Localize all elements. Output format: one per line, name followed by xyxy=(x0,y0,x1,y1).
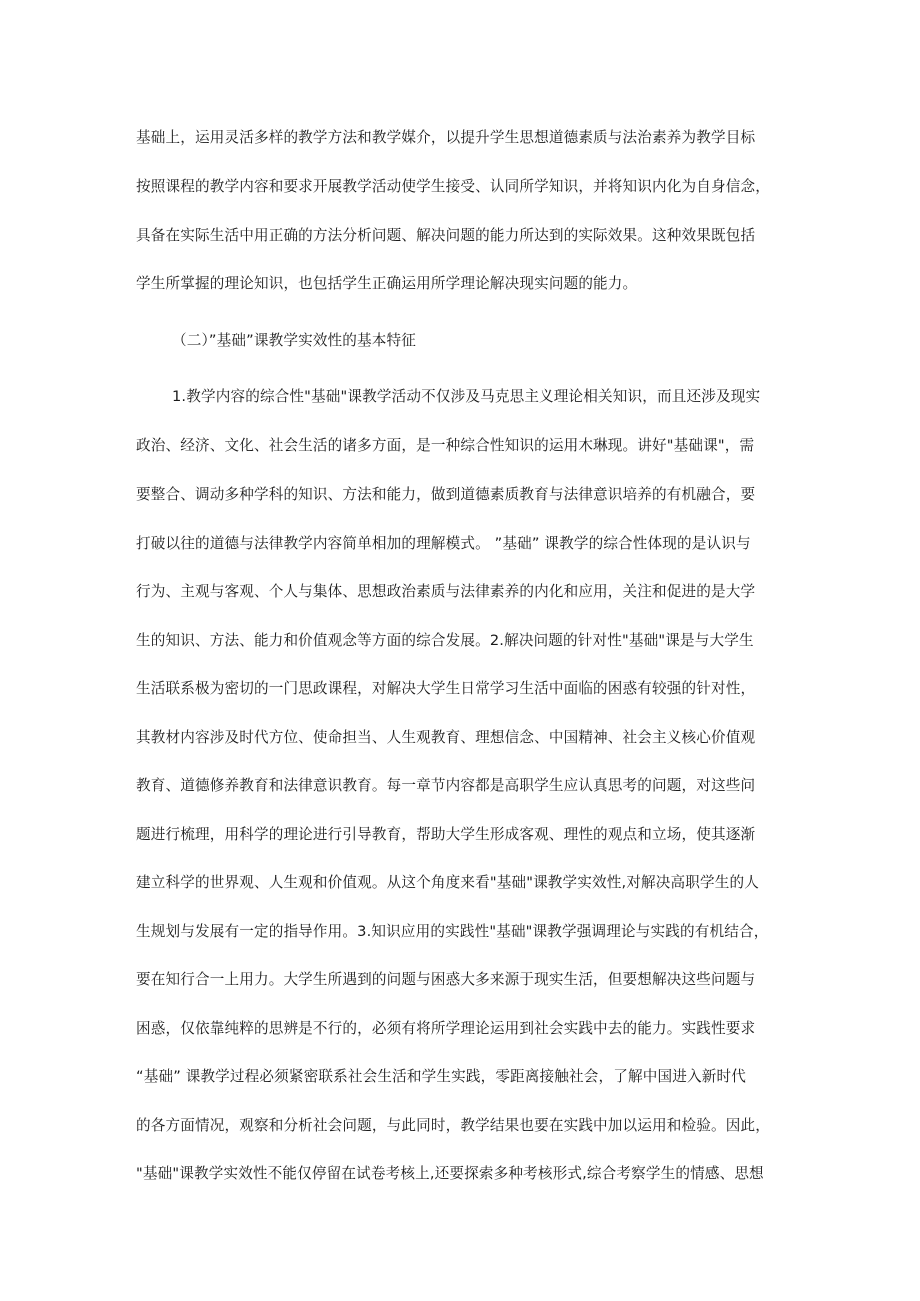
section-heading: （二）”基础”课教学实效性的基本特征 xyxy=(172,332,417,349)
text-line: 打破以往的道德与法律教学内容简单相加的理解模式。 ”基础” 课教学的综合性体现的是认识与 xyxy=(136,535,751,552)
text-line: 要整合、调动多种学科的知识、方法和能力，做到道德素质教育与法律意识培养的有机融合，要 xyxy=(136,486,756,503)
text-line: 政治、经济、文化、社会生活的诸多方面，是一种综合性知识的运用木琳现。讲好"基础课"，需 xyxy=(136,437,755,454)
text-line: 困惑，仅依靠纯粹的思辨是不行的，必须有将所学理论运用到社会实践中去的能力。实践性要求 xyxy=(136,1020,756,1037)
text-line: 要在知行合一上用力。大学生所遇到的问题与困惑大多来源于现实生活，但要想解决这些问题与 xyxy=(136,971,756,988)
text-line: 生的知识、方法、能力和价值观念等方面的综合发展。2.解决问题的针对性"基础"课是与大学生 xyxy=(136,632,754,649)
text-line: 基础上，运用灵活多样的教学方法和教学媒介，以提升学生思想道德素质与法治素养为教学目标 xyxy=(136,129,756,146)
text-line: 学生所掌握的理论知识，也包括学生正确运用所学理论解决现实问题的能力。 xyxy=(136,275,638,292)
text-line: 行为、主观与客观、个人与集体、思想政治素质与法律素养的内化和应用，关注和促进的是大学 xyxy=(136,583,756,600)
text-line: “基础” 课教学过程必须紧密联系社会生活和学生实践，零距离接触社会，了解中国进入新时代 xyxy=(136,1068,746,1085)
text-line: 1.教学内容的综合性"基础"课教学活动不仅涉及马克思主义理论相关知识，而且还涉及现实 xyxy=(172,388,761,405)
text-line: 题进行梳理，用科学的理论进行引导教育，帮助大学生形成客观、理性的观点和立场，使其逐渐 xyxy=(136,826,756,843)
text-line: 按照课程的教学内容和要求开展教学活动使学生接受、认同所学知识，并将知识内化为自身信念， xyxy=(136,178,770,195)
text-line: 生活联系极为密切的一门思政课程，对解决大学生日常学习生活中面临的困惑有较强的针对性， xyxy=(136,680,756,697)
text-line: 教育、道德修养教育和法律意识教育。每一章节内容都是高职学生应认真思考的问题，对这些问 xyxy=(136,777,756,794)
text-line: 具备在实际生活中用正确的方法分析问题、解决问题的能力所达到的实际效果。这种效果既包括 xyxy=(136,227,756,244)
text-line: 生规划与发展有一定的指导作用。3.知识应用的实践性"基础"课教学强调理论与实践的有机结合， xyxy=(136,923,769,940)
text-line: 建立科学的世界观、人生观和价值观。从这个角度来看"基础"课教学实效性,对解决高职学生的人 xyxy=(136,874,760,891)
text-line: "基础"课教学实效性不能仅停留在试卷考核上,还要探索多种考核形式,综合考察学生的情感、思想 xyxy=(136,1165,764,1182)
text-line: 的各方面情况，观察和分析社会问题，与此同时，教学结果也要在实践中加以运用和检验。因此， xyxy=(136,1117,770,1134)
text-line: 其教材内容涉及时代方位、使命担当、人生观教育、理想信念、中国精神、社会主义核心价值观 xyxy=(136,729,756,746)
